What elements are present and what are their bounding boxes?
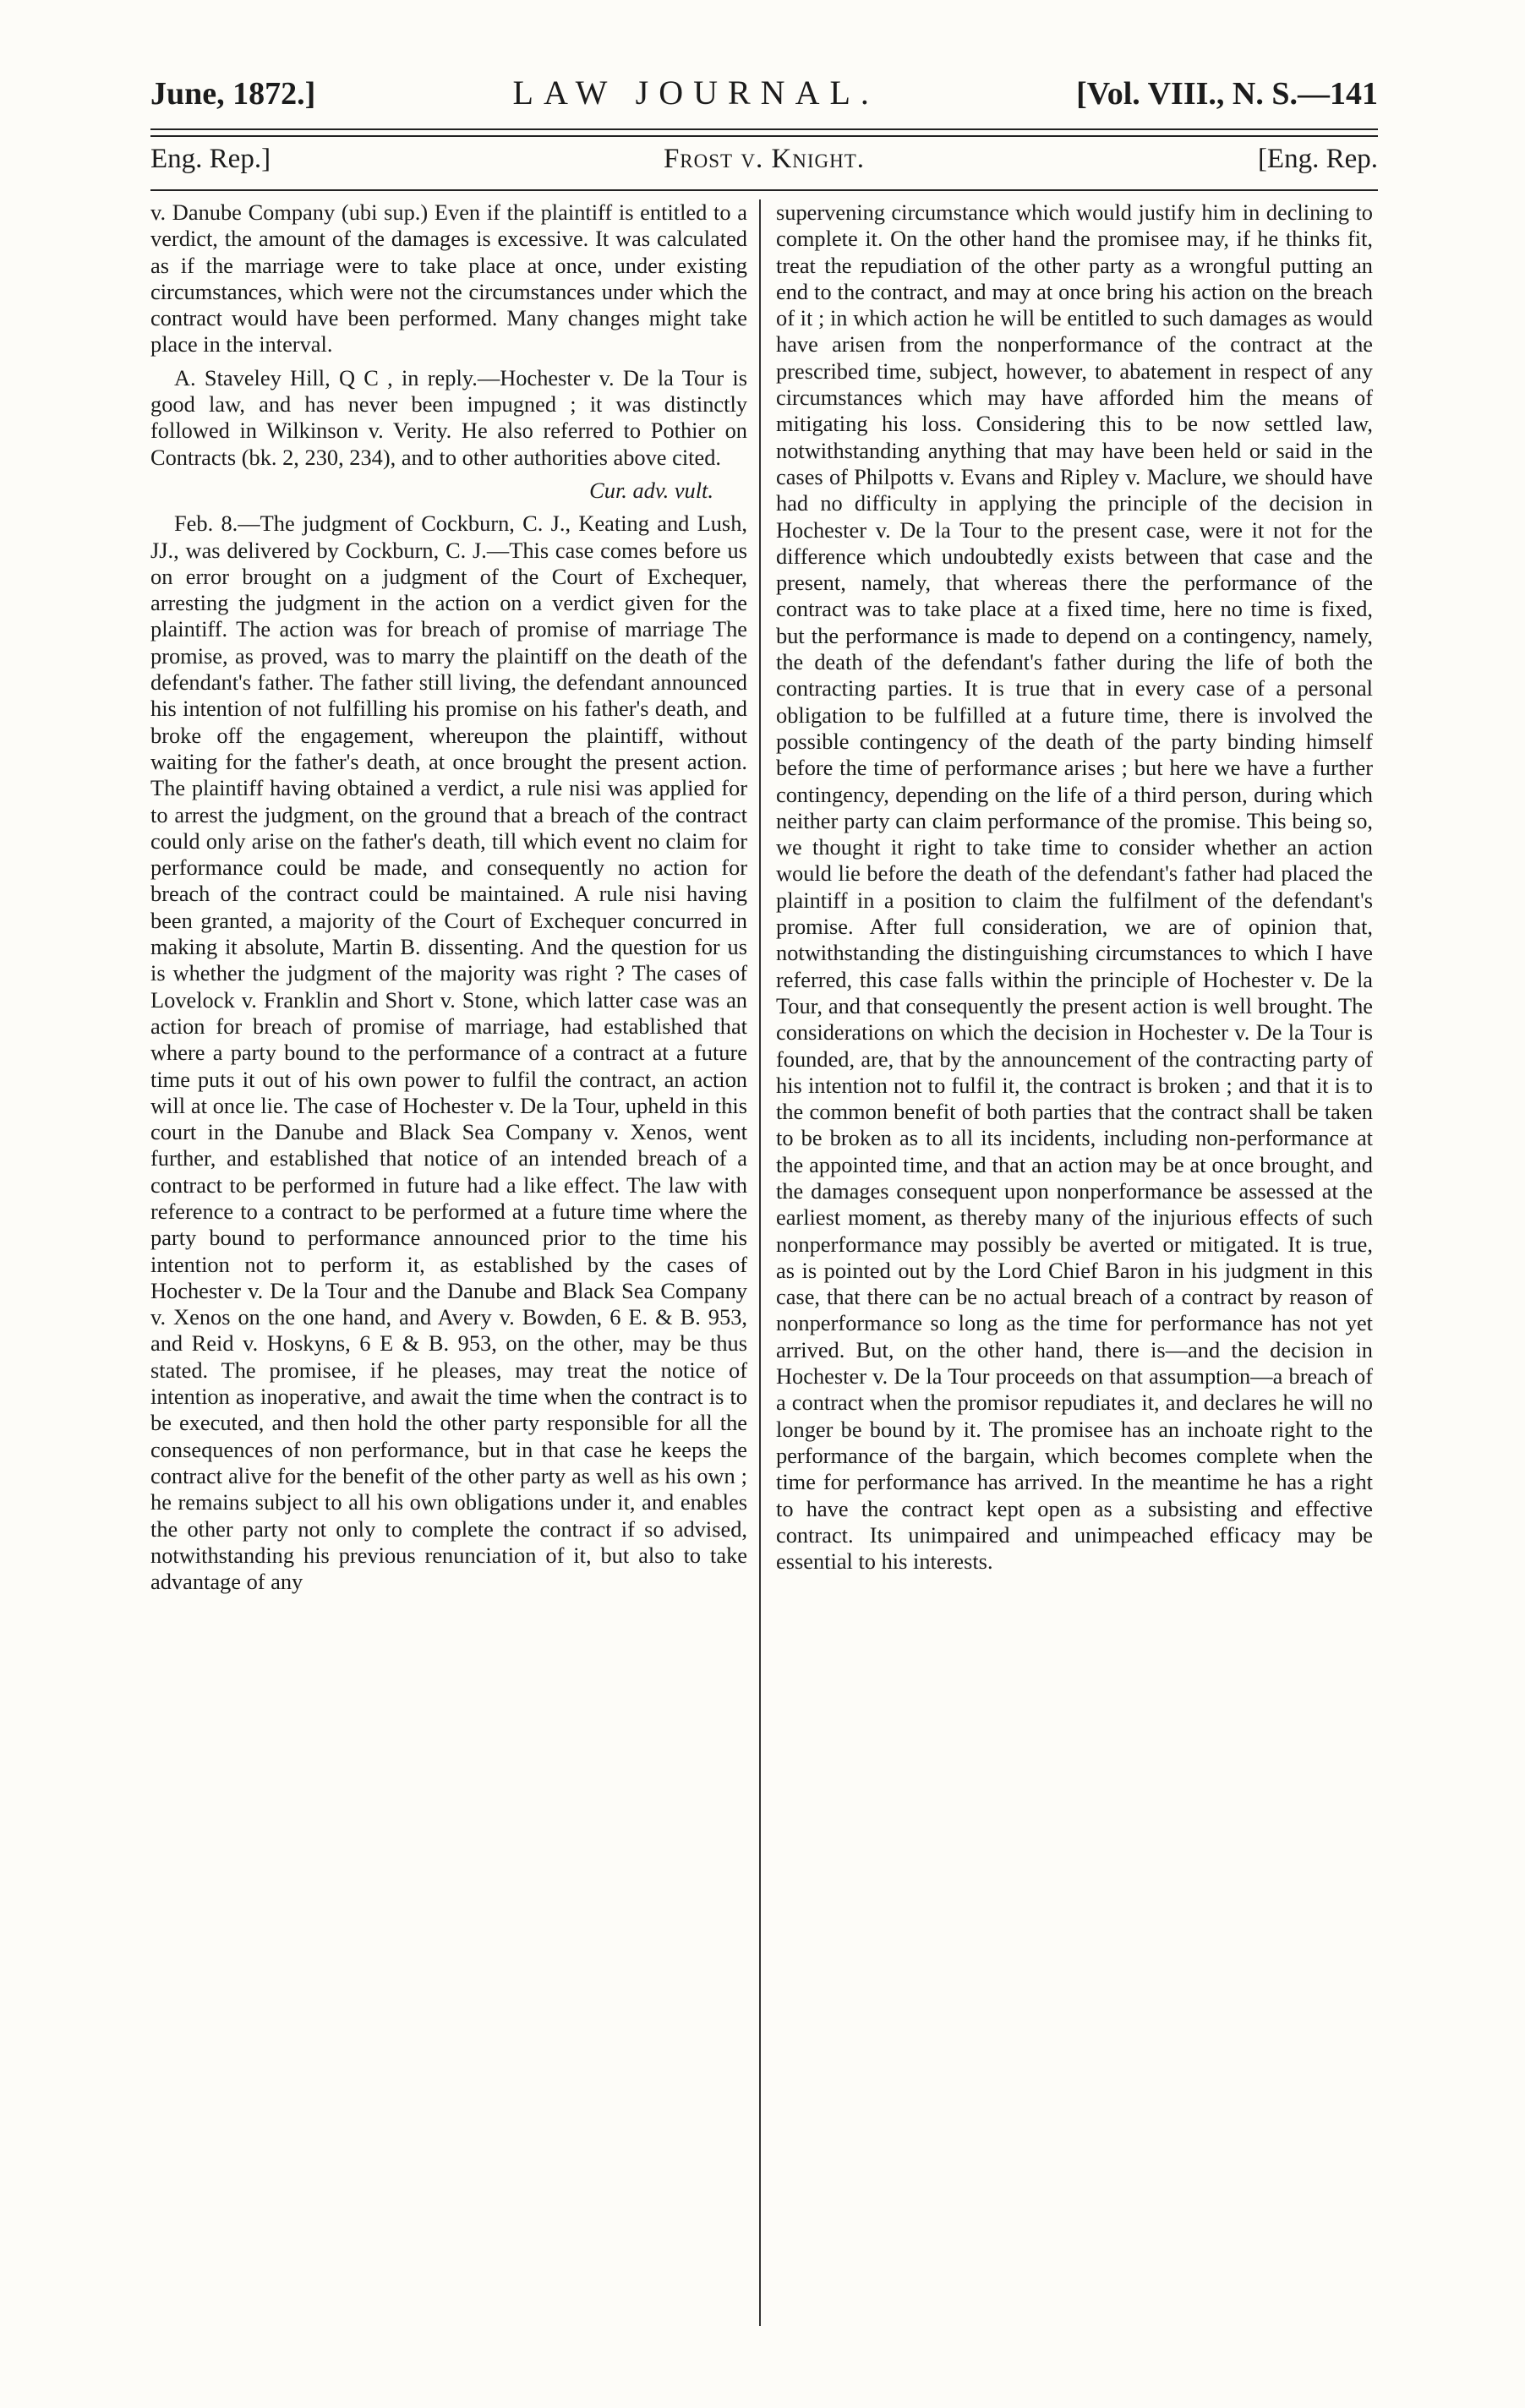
header-double-rule: [150, 128, 1378, 137]
report-left: Eng. Rep.]: [150, 144, 271, 174]
paragraph: supervening circumstance which would justify him in declining to complete it. On the other hand the promisee may, if he thinks fit, treat the repudiation of the other party as a wrongful putting an end to the contract, and may at once bring his action on the breach of it ; in which action he will be entitled to such damages as would have arisen from the nonperformance of the contract at the prescribed time, subject, however, to abatement in respect of any circumstances which may have afforded him the means of mitigating his loss. Considering this to be now settled law, notwithstanding anything that may have been held or said in the cases of Philpotts v. Evans and Ripley v. Maclure, we should have had no difficulty in applying the principle of the decision in Hochester v. De la Tour to the present case, were it not for the difference which undoubtedly exists between that case and the present, namely, that whereas there the performance of the contract was to take place at a fixed time, here no time is fixed, but the performance is made to depend on a contingency, namely, the death of the defendant's father during the life of both the contracting parties. It is true that in every case of a personal obligation to be fulfilled at a future time, there is involved the possible contingency of the death of the party binding himself before the time of performance arises ; but here we have a further contingency, depending on the life of a third person, during which neither party can claim performance of the promise. This being so, we thought it right to take time to consider whether an action would lie before the death of the defendant's father had placed the plaintiff in a position to claim the fulfilment of the defendant's promise. After full consideration, we are of opinion that, notwithstanding the distinguishing circumstances to which I have referred, this case falls within the principle of Hochester v. De la Tour, and that consequently the present action is well brought. The considerations on which the decision in Hochester v. De la Tour is founded, are, that by the announcement of the contracting party of his intention not to fulfil it, the contract is broken ; and that it is to the common benefit of both parties that the contract shall be taken to be broken as to all its incidents, including non-performance at the appointed time, and that an action may be at once brought, and the damages consequent upon nonperformance be assessed at the earliest moment, as thereby many of the injurious effects of such nonperformance may possibly be averted or mitigated. It is true, as is pointed out by the Lord Chief Baron in his judgment in this case, that there can be no actual breach of a contract by reason of nonperformance so long as the time for performance has not yet arrived. But, on the other hand, there is—and the decision in Hochester v. De la Tour proceeds on that assumption—a breach of a contract when the promisor repudiates it, and declares he will no longer be bound by it. The promisee has an inchoate right to the performance of the bargain, which becomes complete when the time for performance has arrived. In the meantime he has a right to have the contract kept open as a subsisting and effective contract. Its unimpaired and unimpeached efficacy may be essential to his interests.: [776, 199, 1373, 1575]
journal-title: LAW JOURNAL.: [512, 74, 879, 112]
right-column: [776, 199, 1373, 1575]
column-divider: [759, 199, 761, 2326]
left-column: [150, 199, 747, 1595]
paragraph-judgment: Feb. 8.—The judgment of Cockburn, C. J., Keating and Lush, JJ., was delivered by Cockburn, C. J.—This case comes before us on error brought on a judgment of the Court of Exchequer, arresting the judgment in the action on a verdict given for the plaintiff. The action was for breach of promise of marriage The promise, as proved, was to marry the plaintiff on the death of the defendant's father. The father still living, the defendant announced his intention of not fulfilling his promise on his father's death, and broke off the engagement, whereupon the plaintiff, without waiting for the father's death, at once brought the present action. The plaintiff having obtained a verdict, a rule nisi was applied for to arrest the judgment, on the ground that a breach of the contract could only arise on the father's death, till which event no claim for performance could be made, and consequently no action for breach of the contract could be maintained. A rule nisi having been granted, a majority of the Court of Exchequer concurred in making it absolute, Martin B. dissenting. And the question for us is whether the judgment of the majority was right ? The cases of Lovelock v. Franklin and Short v. Stone, which latter case was an action for breach of promise of marriage, had established that where a party bound to the performance of a contract at a future time puts it out of his own power to fulfil the contract, an action will at once lie. The case of Hochester v. De la Tour, upheld in this court in the Danube and Black Sea Company v. Xenos, went further, and established that notice of an intended breach of a contract to be performed in future had a like effect. The law with reference to a contract to be performed at a future time where the party bound to performance announced prior to the time his intention not to perform it, as established by the cases of Hochester v. De la Tour and the Danube and Black Sea Company v. Xenos on the one hand, and Avery v. Bowden, 6 E. & B. 953, and Reid v. Hoskyns, 6 E & B. 953, on the other, may be thus stated. The promisee, if he pleases, may treat the notice of intention as inoperative, and await the time when the contract is to be executed, and then hold the other party responsible for all the consequences of non performance, but in that case he keeps the contract alive for the benefit of the other party as well as his own ; he remains subject to all his own obligations under it, and enables the other party not only to complete the contract if so advised, notwithstanding his previous renunciation of it, but also to take advantage of any: [150, 511, 747, 1595]
case-head: [150, 144, 1378, 184]
report-right: [Eng. Rep.: [1257, 144, 1378, 174]
curia-advisari-vult: Cur. adv. vult.: [589, 477, 713, 503]
case-title: Frost v. Knight.: [663, 144, 866, 174]
issue-date: June, 1872.]: [150, 76, 316, 112]
volume-page: [Vol. VIII., N. S.—141: [1076, 76, 1378, 112]
paragraph: A. Staveley Hill, Q C , in reply.—Hochester v. De la Tour is good law, and has never been impugned ; it was distinctly followed in Wilkinson v. Verity. He also referred to Pothier on Contracts (bk. 2, 230, 234), and to other authorities above cited.: [150, 364, 747, 470]
running-head: [150, 73, 1378, 120]
case-head-rule: [150, 189, 1378, 191]
paragraph: v. Danube Company (ubi sup.) Even if the plaintiff is entitled to a verdict, the amount of the damages is excessive. It was calculated as if the marriage were to take place at once, under existing circumstances, which were not the circumstances under which the contract would have been performed. Many changes might take place in the interval.: [150, 199, 747, 358]
